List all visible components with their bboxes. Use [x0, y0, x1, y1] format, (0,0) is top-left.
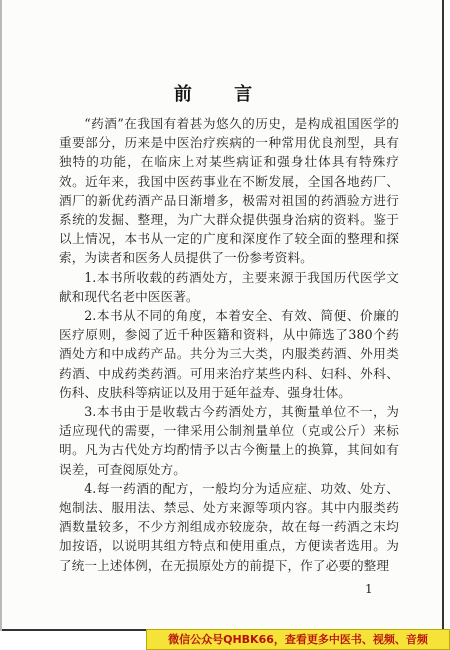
paragraph-item-1: 1.本书所收载的药酒处方，主要来源于我国历代医学文献和现代名老中医医著。 — [59, 269, 399, 304]
paragraph-item-4: 4.每一药酒的配方，一般均分为适应症、功效、处方、炮制法、服用法、禁忌、处方来源等项内容。其中内服类药酒数量较多，不少方剂组成亦较庞杂，故在每一药酒之末均加按语，以说明其组方特点和使用重点，方便读者选用。为了统一上述体例，在无损原处方的前提下，作了必要的整理 — [59, 480, 399, 573]
page-number: 1 — [365, 582, 373, 596]
preface-body — [59, 114, 399, 575]
paragraph-item-3: 3.本书由于是收载古今药酒处方，其衡量单位不一，为适应现代的需要，一律采用公制剂量单位（克或公斤）来标明。凡为古代处方均酌情予以古今衡量上的换算，其间如有误差，可查阅原处方。 — [59, 404, 399, 477]
paragraph-intro: “药酒”在我国有着甚为悠久的历史，是构成祖国医学的重要部分，历来是中医治疗疾病的一种常用优良剂型，具有独特的功能，在临床上对某些病证和强身壮体具有特殊疗效。近年来，我国中医药事业在不断发展，全国各地药厂、酒厂的新优药酒产品日渐增多，极需对祖国的药酒验方进行系统的发掘、整理，为广大群众提供强身治病的资料。鉴于以上情况，本书从一定的广度和深度作了较全面的整理和探索，为读者和医务人员提供了一份参考资料。 — [59, 116, 399, 266]
watermark-banner: 微信公众号QHBK66，查看更多中医书、视频、音频 — [146, 629, 450, 650]
paragraph-item-2: 2.本书从不同的角度，本着安全、有效、简便、价廉的医疗原则，参阅了近千种医籍和资料，从中筛选了380个药酒处方和中成药产品。共分为三大类，内服类药酒、外用类药酒、中成药类药酒。可用来治疗某些内科、妇科、外科、伤科、皮肤科等病证以及用于延年益寿、强身壮体。 — [59, 308, 399, 400]
page-title: 前 言 — [173, 84, 271, 105]
